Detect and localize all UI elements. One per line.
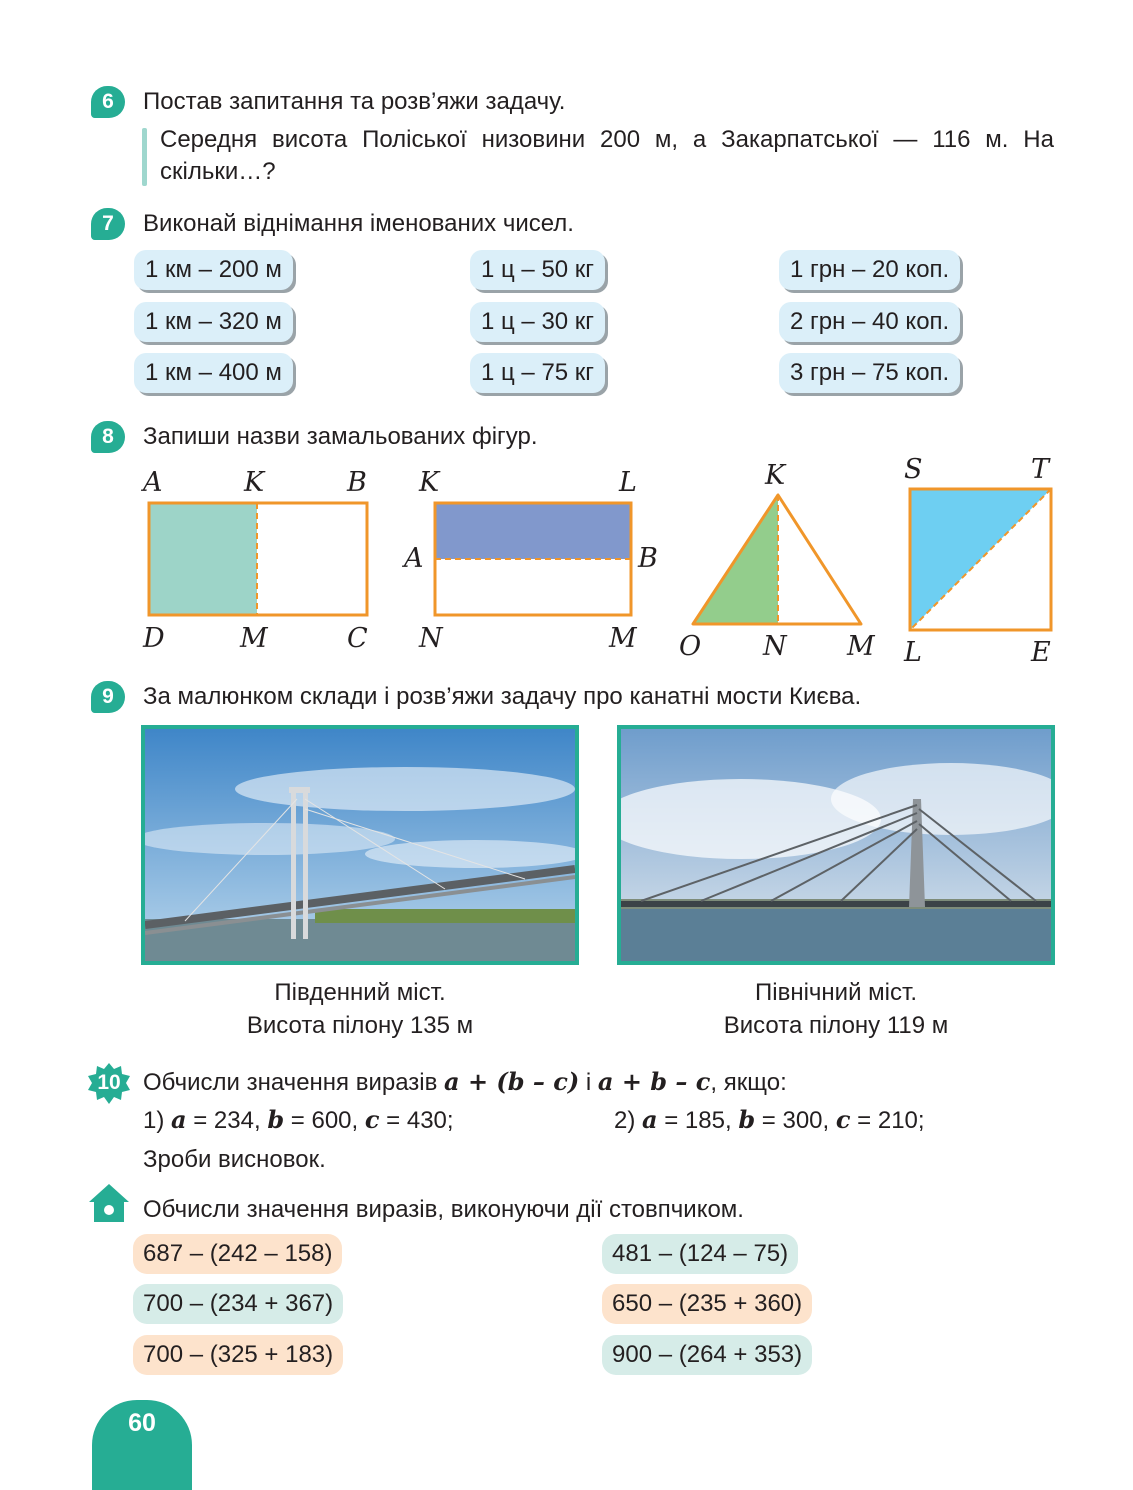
north-bridge-height: Висота пілону 119 м bbox=[723, 1012, 949, 1039]
expression-1: a + (b – c) bbox=[444, 1067, 580, 1096]
var-b: b bbox=[738, 1105, 756, 1134]
homework-title: Обчисли значення виразів, виконуючи дії стовпчиком. bbox=[143, 1196, 744, 1223]
figure-1-label-k: K bbox=[244, 467, 265, 498]
homework-expression: 900 – (264 + 353) bbox=[602, 1335, 812, 1375]
task-9-title: За малюнком склади і розв’яжи задачу про канатні мости Києва. bbox=[143, 683, 862, 710]
task-9-badge: 9 bbox=[91, 681, 125, 713]
figure-1-label-d: D bbox=[143, 623, 165, 654]
unit-subtraction-item: 1 км – 320 м bbox=[134, 302, 293, 342]
figure-4-label-s: S bbox=[904, 454, 923, 485]
figure-1-label-b: B bbox=[347, 467, 367, 498]
var-c: c bbox=[835, 1105, 851, 1134]
figure-2-label-n: N bbox=[419, 623, 443, 654]
task-8-badge: 8 bbox=[91, 421, 125, 453]
home-icon bbox=[88, 1182, 130, 1224]
value-c: = 430; bbox=[386, 1107, 454, 1134]
task-7-badge: 7 bbox=[91, 208, 125, 240]
homework-expression: 650 – (235 + 360) bbox=[602, 1284, 812, 1324]
expression-2: a + b – c bbox=[597, 1067, 711, 1096]
north-bridge-photo bbox=[617, 725, 1055, 965]
task-6-badge: 6 bbox=[91, 86, 125, 118]
unit-subtraction-item: 1 ц – 30 кг bbox=[470, 302, 605, 342]
figure-4-label-l: L bbox=[904, 637, 922, 668]
figure-1-label-a: A bbox=[143, 467, 163, 498]
var-a: a bbox=[642, 1105, 658, 1134]
value-b: = 300, bbox=[761, 1107, 830, 1134]
shapes-drawing bbox=[0, 0, 1133, 700]
homework-expression: 481 – (124 – 75) bbox=[602, 1234, 798, 1274]
task-10-number: 10 bbox=[97, 1071, 121, 1094]
figure-3-label-o: O bbox=[679, 631, 702, 662]
south-bridge-height: Висота пілону 135 м bbox=[246, 1012, 474, 1039]
task-6-title: Постав запитання та розв’яжи задачу. bbox=[143, 88, 566, 115]
figure-2-label-b: B bbox=[638, 543, 658, 574]
task-10-intro: Обчисли значення виразів bbox=[143, 1069, 438, 1096]
south-bridge-name: Південний міст. bbox=[274, 979, 446, 1006]
figure-3-label-m: M bbox=[847, 631, 875, 662]
figure-2-label-l: L bbox=[619, 467, 637, 498]
unit-subtraction-item: 1 ц – 50 кг bbox=[470, 250, 605, 290]
homework-expression: 700 – (325 + 183) bbox=[133, 1335, 343, 1375]
var-b: b bbox=[267, 1105, 285, 1134]
var-a: a bbox=[171, 1105, 187, 1134]
task-6-text: Середня висота Поліської низовини 200 м, а Закарпатської — 116 м. На скільки…? bbox=[160, 126, 1054, 185]
case-1 bbox=[143, 1104, 454, 1137]
south-bridge-photo bbox=[141, 725, 579, 965]
value-b: = 600, bbox=[290, 1107, 359, 1134]
figure-2-label-a: A bbox=[404, 543, 424, 574]
page-number: 60 bbox=[92, 1400, 192, 1490]
figure-2-label-k: K bbox=[419, 467, 440, 498]
figure-3-label-n: N bbox=[763, 631, 787, 662]
case-2-label: 2) bbox=[614, 1107, 636, 1134]
figure-1-label-c: C bbox=[347, 623, 368, 654]
unit-subtraction-item: 3 грн – 75 коп. bbox=[779, 353, 960, 393]
unit-subtraction-item: 1 грн – 20 коп. bbox=[779, 250, 960, 290]
unit-subtraction-item: 1 км – 200 м bbox=[134, 250, 293, 290]
homework-expression: 700 – (234 + 367) bbox=[133, 1284, 343, 1324]
case-2 bbox=[614, 1104, 925, 1137]
unit-subtraction-item: 1 ц – 75 кг bbox=[470, 353, 605, 393]
var-c: c bbox=[364, 1105, 380, 1134]
north-bridge-name: Північний міст. bbox=[755, 979, 917, 1006]
unit-subtraction-item: 2 грн – 40 коп. bbox=[779, 302, 960, 342]
figure-3-label-k: K bbox=[765, 460, 786, 491]
figure-1-label-m: M bbox=[240, 623, 268, 654]
figure-4-label-t: T bbox=[1031, 454, 1050, 485]
shaded-rectangle-akmd bbox=[149, 503, 257, 615]
homework-expression: 687 – (242 – 158) bbox=[133, 1234, 342, 1274]
figure-2-label-m: M bbox=[609, 623, 637, 654]
task-10-title bbox=[143, 1066, 787, 1099]
case-1-label: 1) bbox=[143, 1107, 165, 1134]
task-10-suffix: , якщо: bbox=[710, 1069, 787, 1096]
value-a: = 185, bbox=[664, 1107, 732, 1134]
conclusion: Зроби висновок. bbox=[143, 1146, 326, 1173]
value-c: = 210; bbox=[857, 1107, 925, 1134]
shaded-rectangle-klba bbox=[435, 503, 631, 559]
shaded-triangle-stl bbox=[910, 489, 1051, 630]
unit-subtraction-item: 1 км – 400 м bbox=[134, 353, 293, 393]
task-7-title: Виконай віднімання іменованих чисел. bbox=[143, 210, 574, 237]
conjunction: і bbox=[585, 1069, 592, 1096]
task-8-title: Запиши назви замальованих фігур. bbox=[143, 423, 538, 450]
figure-4-label-e: E bbox=[1031, 637, 1051, 668]
value-a: = 234, bbox=[193, 1107, 261, 1134]
